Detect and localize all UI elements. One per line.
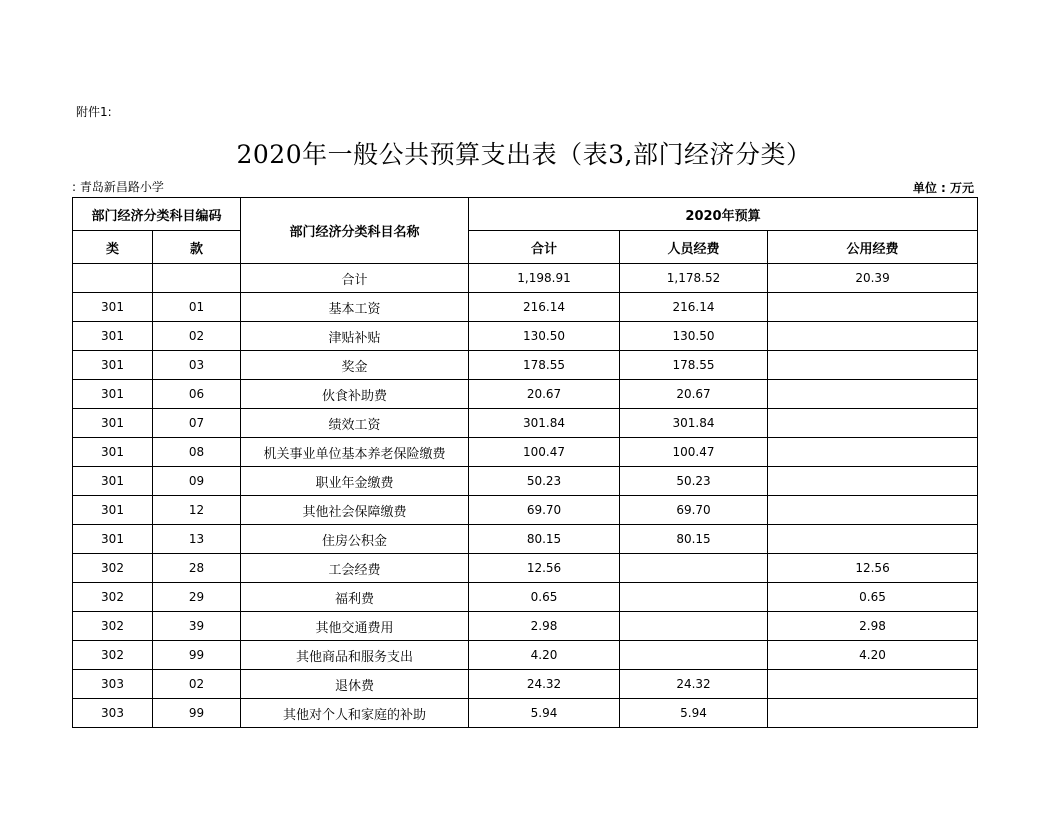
cell-total: 4.20 (469, 641, 620, 670)
cell-name: 伙食补助费 (241, 380, 469, 409)
header-personnel: 人员经费 (620, 231, 768, 264)
cell-personnel: 24.32 (620, 670, 768, 699)
table-row (73, 583, 978, 612)
cell-personnel: 69.70 (620, 496, 768, 525)
attachment-label: 附件1: (76, 105, 112, 119)
cell-category: 302 (73, 612, 153, 641)
cell-category: 301 (73, 351, 153, 380)
table-body (73, 264, 978, 728)
cell-total: 80.15 (469, 525, 620, 554)
header-budget-group: 2020年预算 (469, 198, 978, 231)
table-row (73, 264, 978, 293)
cell-item: 07 (153, 409, 241, 438)
unit-label: 单位 : 万元 (912, 181, 974, 195)
table-row (73, 322, 978, 351)
cell-public (768, 322, 978, 351)
header-category: 类 (73, 231, 153, 264)
cell-category: 303 (73, 699, 153, 728)
table-row (73, 438, 978, 467)
header-item: 款 (153, 231, 241, 264)
cell-total: 1,198.91 (469, 264, 620, 293)
cell-category: 301 (73, 322, 153, 351)
cell-category: 302 (73, 583, 153, 612)
cell-total: 50.23 (469, 467, 620, 496)
page-title: 2020年一般公共预算支出表（表3,部门经济分类） (236, 140, 812, 169)
cell-public (768, 409, 978, 438)
cell-name: 其他对个人和家庭的补助 (241, 699, 469, 728)
cell-total: 24.32 (469, 670, 620, 699)
cell-category: 302 (73, 554, 153, 583)
cell-public (768, 293, 978, 322)
cell-total: 12.56 (469, 554, 620, 583)
cell-name: 工会经费 (241, 554, 469, 583)
header-name: 部门经济分类科目名称 (241, 198, 469, 264)
cell-category: 303 (73, 670, 153, 699)
cell-category: 301 (73, 380, 153, 409)
cell-personnel (620, 583, 768, 612)
cell-name: 其他交通费用 (241, 612, 469, 641)
cell-public (768, 380, 978, 409)
header-total: 合计 (469, 231, 620, 264)
cell-personnel: 178.55 (620, 351, 768, 380)
cell-public (768, 467, 978, 496)
cell-name: 退休费 (241, 670, 469, 699)
cell-public (768, 525, 978, 554)
cell-category: 302 (73, 641, 153, 670)
cell-public: 12.56 (768, 554, 978, 583)
cell-personnel (620, 641, 768, 670)
cell-total: 100.47 (469, 438, 620, 467)
cell-name: 基本工资 (241, 293, 469, 322)
unit-name: : 青岛新昌路小学 (72, 180, 164, 194)
cell-total: 20.67 (469, 380, 620, 409)
cell-category: 301 (73, 409, 153, 438)
cell-item (153, 264, 241, 293)
cell-item: 01 (153, 293, 241, 322)
cell-total: 69.70 (469, 496, 620, 525)
cell-public (768, 670, 978, 699)
cell-name: 福利费 (241, 583, 469, 612)
cell-item: 13 (153, 525, 241, 554)
cell-personnel: 50.23 (620, 467, 768, 496)
cell-item: 29 (153, 583, 241, 612)
cell-category: 301 (73, 293, 153, 322)
table-row (73, 641, 978, 670)
table-row (73, 380, 978, 409)
cell-category (73, 264, 153, 293)
table-row (73, 351, 978, 380)
cell-name: 机关事业单位基本养老保险缴费 (241, 438, 469, 467)
cell-public: 20.39 (768, 264, 978, 293)
cell-item: 12 (153, 496, 241, 525)
cell-item: 99 (153, 699, 241, 728)
cell-personnel: 100.47 (620, 438, 768, 467)
cell-name: 津贴补贴 (241, 322, 469, 351)
cell-item: 39 (153, 612, 241, 641)
cell-personnel (620, 612, 768, 641)
cell-name: 职业年金缴费 (241, 467, 469, 496)
table-row (73, 467, 978, 496)
cell-item: 02 (153, 322, 241, 351)
cell-category: 301 (73, 467, 153, 496)
table-row (73, 293, 978, 322)
cell-public: 0.65 (768, 583, 978, 612)
cell-total: 2.98 (469, 612, 620, 641)
cell-total: 5.94 (469, 699, 620, 728)
cell-item: 03 (153, 351, 241, 380)
cell-personnel: 1,178.52 (620, 264, 768, 293)
table-row (73, 409, 978, 438)
table-row (73, 670, 978, 699)
cell-total: 301.84 (469, 409, 620, 438)
cell-public: 2.98 (768, 612, 978, 641)
cell-public (768, 438, 978, 467)
cell-name: 奖金 (241, 351, 469, 380)
cell-public (768, 351, 978, 380)
header-public: 公用经费 (768, 231, 978, 264)
cell-category: 301 (73, 496, 153, 525)
cell-item: 06 (153, 380, 241, 409)
table-row (73, 612, 978, 641)
budget-table (72, 197, 978, 728)
cell-personnel: 301.84 (620, 409, 768, 438)
cell-name: 合计 (241, 264, 469, 293)
table-row (73, 496, 978, 525)
cell-personnel (620, 554, 768, 583)
cell-name: 其他商品和服务支出 (241, 641, 469, 670)
table-row (73, 525, 978, 554)
cell-item: 99 (153, 641, 241, 670)
cell-personnel: 5.94 (620, 699, 768, 728)
cell-name: 绩效工资 (241, 409, 469, 438)
cell-category: 301 (73, 438, 153, 467)
cell-personnel: 216.14 (620, 293, 768, 322)
cell-item: 02 (153, 670, 241, 699)
cell-public (768, 496, 978, 525)
cell-personnel: 80.15 (620, 525, 768, 554)
cell-personnel: 20.67 (620, 380, 768, 409)
cell-total: 178.55 (469, 351, 620, 380)
cell-total: 0.65 (469, 583, 620, 612)
cell-total: 216.14 (469, 293, 620, 322)
cell-item: 28 (153, 554, 241, 583)
cell-category: 301 (73, 525, 153, 554)
cell-total: 130.50 (469, 322, 620, 351)
cell-item: 09 (153, 467, 241, 496)
table-row (73, 554, 978, 583)
cell-name: 住房公积金 (241, 525, 469, 554)
cell-public (768, 699, 978, 728)
cell-personnel: 130.50 (620, 322, 768, 351)
cell-item: 08 (153, 438, 241, 467)
cell-name: 其他社会保障缴费 (241, 496, 469, 525)
cell-public: 4.20 (768, 641, 978, 670)
header-code-group: 部门经济分类科目编码 (73, 198, 241, 231)
table-row (73, 699, 978, 728)
